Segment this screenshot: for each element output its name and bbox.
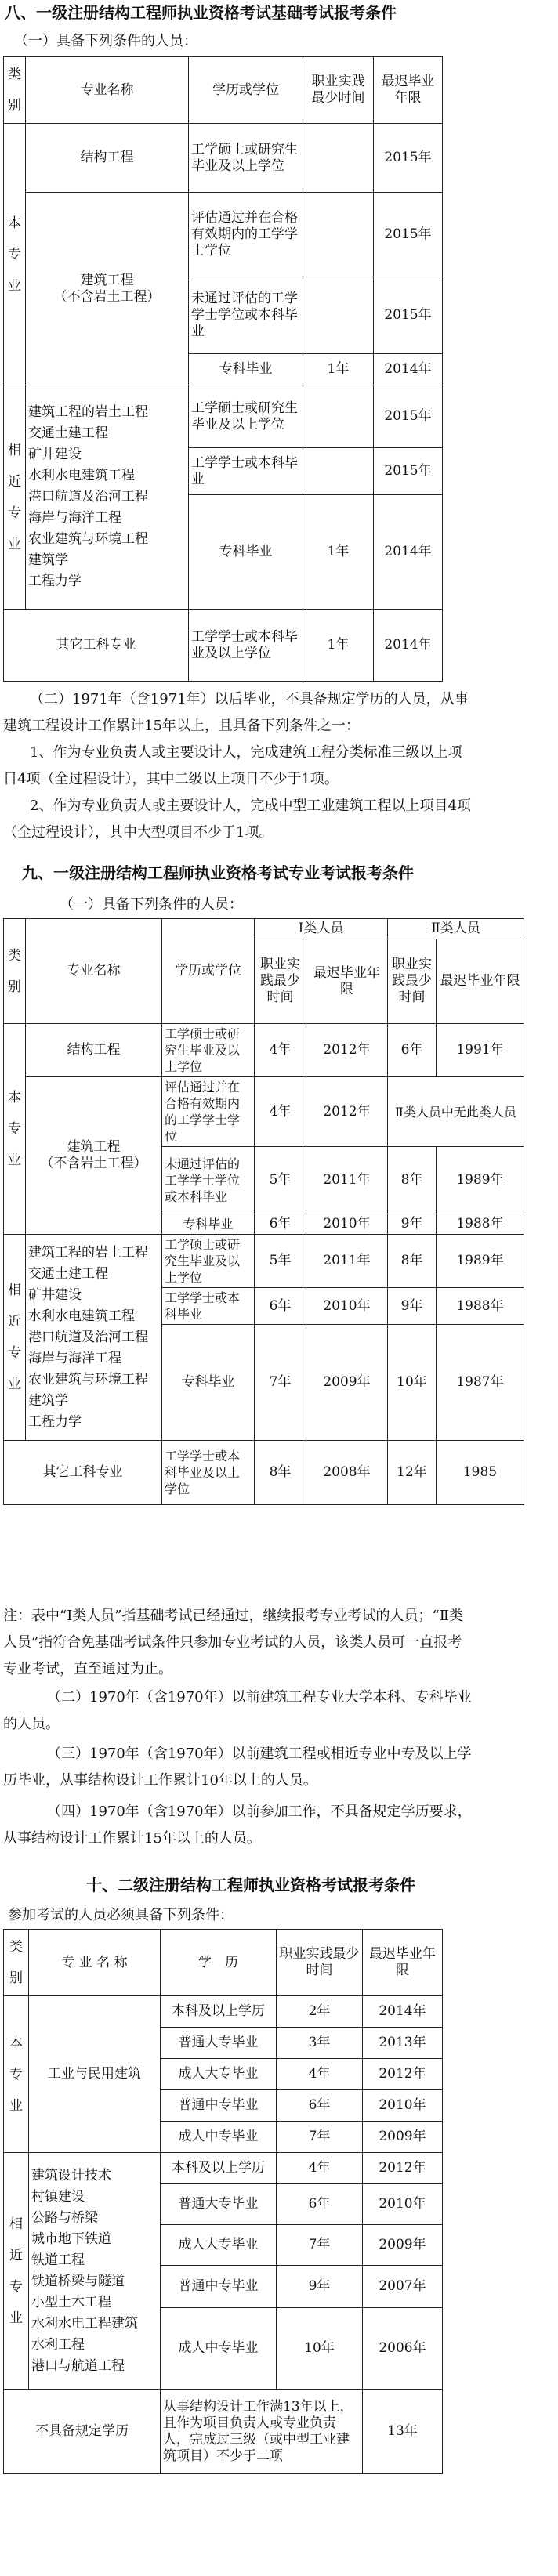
th-year: 最迟毕业年限 xyxy=(363,1930,443,1996)
para-9-4: （四）1970年（含1970年）以前参加工作，不具备规定学历要求，从事结构设计工作累计15年以上的人员。 xyxy=(3,1804,472,1847)
th-category: 类别 xyxy=(4,919,26,1024)
table-8: 类别 专业名称 学历或学位 职业实践最少时间 最迟毕业年限 本专业 结构工程 工学硕士或研究生毕业及以上学位 2015年 建筑工程 （不含岩土工程） 评估通过并在合格有效期内的工学学士学位 2015年 未通过评估的工学学士学位或本科毕业 2015年 专科毕业 1年 2014年 相近专业 建筑工程的岩土工程 交通土建工程 矿井建设 水利水电建筑工程 港口航道及治河工程 海岸与海洋工程 农业建筑与环境工程 建筑学 工程力学 工学硕士或研究生毕业及以上学位 2015年 工学学士或本科毕业 2015年 专科毕业 1年 2014年 其它工科专业 工学学士或本科毕业及以上学位 1年 2014年 xyxy=(3,56,443,682)
th-class1: Ⅰ类人员 xyxy=(255,919,388,939)
major-arch: 建筑工程 （不含岩土工程） xyxy=(26,193,189,385)
major-civil: 工业与民用建筑 xyxy=(29,1996,161,2153)
para-8-2-2: 2、作为专业负责人或主要设计人，完成中型工业建筑工程以上项目4项（全过程设计），其中大型项目不少于1项。 xyxy=(3,798,471,841)
th-time: 职业实践最少时间 xyxy=(277,1930,363,1996)
cat-no-degree: 不具备规定学历 xyxy=(4,2390,161,2474)
para-8-2-1: 1、作为专业负责人或主要设计人，完成建筑工程分类标准三级以上项目4项（全过程设计），其中二级以上项目不少于1项。 xyxy=(3,744,462,787)
section-8-sub: （一）具备下列条件的人员： xyxy=(14,33,197,49)
section-10-title: 十、二级注册结构工程师执业资格考试报考条件 xyxy=(86,1876,415,1894)
th-degree: 学 历 xyxy=(161,1930,277,1996)
th-time: 职业实践最少时间 xyxy=(303,57,374,124)
major-other: 其它工科专业 xyxy=(4,1441,162,1505)
section-9-title: 九、一级注册结构工程师执业资格考试专业考试报考条件 xyxy=(22,863,414,882)
section-8-title: 八、一级注册结构工程师执业资格考试基础考试报考条件 xyxy=(5,3,397,22)
near-majors: 建筑工程的岩土工程 交通土建工程 矿井建设 水利水电建筑工程 港口航道及治河工程 海岸与海洋工程 农业建筑与环境工程 建筑学 工程力学 xyxy=(26,385,189,610)
cat-main: 本专业 xyxy=(4,1996,29,2153)
cat-near: 相近专业 xyxy=(4,2153,29,2390)
cat-main: 本专业 xyxy=(4,124,26,385)
para-8-2: （二）1971年（含1971年）以后毕业，不具备规定学历的人员，从事建筑工程设计工作累计15年以上，且具备下列条件之一： xyxy=(3,691,469,734)
major-struct: 结构工程 xyxy=(26,124,189,193)
note-9: 注：表中“Ⅰ类人员”指基础考试已经通过，继续报考专业考试的人员；“Ⅱ类人员”指符合免基础考试条件只参加专业考试的人员，该类人员可一直报考专业考试，直至通过为止。 xyxy=(3,1608,463,1677)
para-9-3: （三）1970年（含1970年）以前建筑工程或相近专业中专及以上学历毕业，从事结构设计工作累计10年以上的人员。 xyxy=(3,1746,472,1789)
th-major: 专 业 名 称 xyxy=(29,1930,161,1996)
cat-near: 相近专业 xyxy=(4,385,26,610)
th-major: 专业名称 xyxy=(26,919,162,1024)
near-majors: 建筑工程的岩土工程 交通土建工程 矿井建设 水利水电建筑工程 港口航道及治河工程 海岸与海洋工程 农业建筑与环境工程 建筑学 工程力学 xyxy=(26,1235,162,1441)
table-10: 类别 专 业 名 称 学 历 职业实践最少时间 最迟毕业年限 本专业 工业与民用建筑 本科及以上学历 2年 2014年 普通大专毕业 3年 2013年 成人大专毕业 4年 2012年 普通中专毕业 6年 2010年 成人中专毕业 7年 2009年 相近专业 建筑设计技术 村镇建设 公路与桥梁 城市地下铁道 铁道工程 铁道桥梁与隧道 小型土木工程 水利水电工程建筑 水利工程 港口与航道工程 本科及以上学历 4年 2012年 普通大专毕业 6年 2010年 成人大专毕业 7年 2009年 普通中专毕业 9年 2007年 成人中专毕业 10年 2006年 不具备规定学历 从事结构设计工作满13年以上，且作为项目负责人或专业负责人，完成过三级（或中型工业建筑项目）不少于二项 13年 xyxy=(3,1929,443,2474)
th-major: 专业名称 xyxy=(26,57,189,124)
para-9-2: （二）1970年（含1970年）以前建筑工程专业大学本科、专科毕业的人员。 xyxy=(3,1689,472,1732)
th-category: 类别 xyxy=(4,1930,29,1996)
cat-main: 本专业 xyxy=(4,1024,26,1235)
major-other: 其它工科专业 xyxy=(4,610,189,682)
section-9-sub: （一）具备下列条件的人员： xyxy=(60,896,243,913)
th-year: 最迟毕业年限 xyxy=(374,57,443,124)
near-majors: 建筑设计技术 村镇建设 公路与桥梁 城市地下铁道 铁道工程 铁道桥梁与隧道 小型土木工程 水利水电工程建筑 水利工程 港口与航道工程 xyxy=(29,2153,161,2390)
major-arch: 建筑工程 （不含岩土工程） xyxy=(26,1077,162,1235)
th-degree: 学历或学位 xyxy=(162,919,255,1024)
th-degree: 学历或学位 xyxy=(189,57,303,124)
th-category: 类别 xyxy=(4,57,26,124)
section-10-sub: 参加考试的人员必须具备下列条件： xyxy=(8,1907,234,1923)
cat-near: 相近专业 xyxy=(4,1235,26,1441)
table-9: 类别 专业名称 学历或学位 Ⅰ类人员 Ⅱ类人员 职业实践最少时间 最迟毕业年限 职业实践最少时间 最迟毕业年限 本专业 结构工程 工学硕士或研究生毕业及以上学位 4年 2012年 6年 1991年 建筑工程 （不含岩土工程） 评估通过并在合格有效期内的工学学士学位 4年 2012年 Ⅱ类人员中无此类人员 未通过评估的工学学士学位或本科毕业 5年 2011年 8年 1989年 专科毕业 6年 2010年 9年 1988年 相近专业 建筑工程的岩土工程 交通土建工程 矿井建设 水利水电建筑工程 港口航道及治河工程 海岸与海洋工程 农业建筑与环境工程 建筑学 工程力学 工学硕士或研究生毕业及以上学位 5年 2011年 8年 1989年 工学学士或本科毕业 6年 2010年 9年 1988年 专科毕业 7年 2009年 10年 1987年 其它工科专业 工学学士或本科毕业及以上学位 8年 2008年 12年 1985 xyxy=(3,918,524,1505)
th-class2: Ⅱ类人员 xyxy=(388,919,524,939)
